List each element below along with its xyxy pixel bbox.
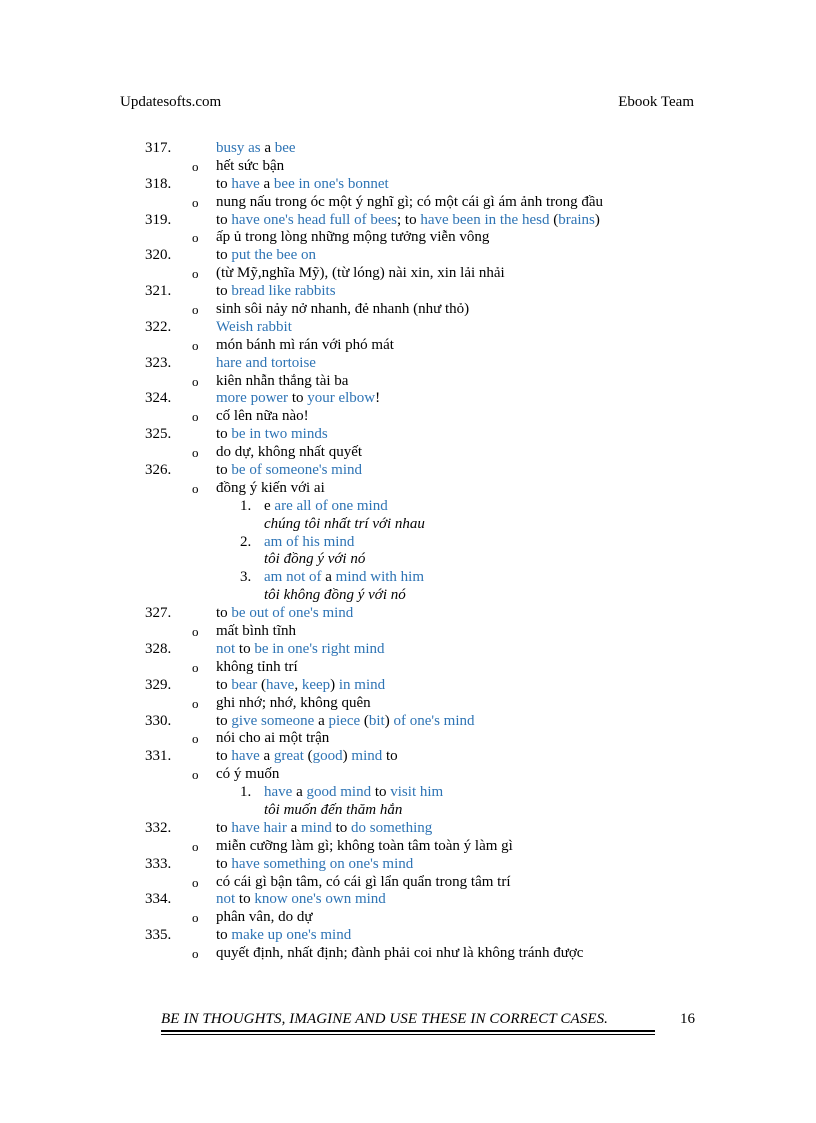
meaning-text <box>216 194 603 212</box>
entry-number: 325. <box>145 426 172 443</box>
entry-row <box>0 927 816 945</box>
translation-row <box>0 516 816 534</box>
idiom-text <box>216 856 413 874</box>
highlighted-phrase: your elbow <box>307 390 376 407</box>
highlighted-phrase: great <box>273 748 304 765</box>
entry-number: 333. <box>145 855 172 872</box>
entry-row <box>0 319 816 337</box>
plain-text: ) <box>384 712 394 729</box>
highlighted-phrase: not <box>216 640 236 657</box>
entry-number: 318. <box>145 175 172 192</box>
meaning-text <box>216 408 309 426</box>
idiom-text <box>216 140 296 158</box>
highlighted-phrase: bee <box>274 140 296 156</box>
plain-text: miễn cưỡng làm gì; không toàn tâm toàn ý làm gì <box>216 837 513 854</box>
entry-number: 320. <box>145 247 172 264</box>
meaning-text <box>216 838 513 856</box>
meaning-text <box>216 265 505 283</box>
idiom-text <box>216 462 362 480</box>
circle-bullet-icon: o <box>192 373 199 389</box>
entry-number: 331. <box>145 748 172 765</box>
meaning-row <box>0 480 816 498</box>
plain-text: ghi nhớ; nhớ, không quên <box>216 694 371 711</box>
plain-text: e <box>264 497 275 514</box>
highlighted-phrase: be of someone's mind <box>231 462 363 479</box>
example-number: 2. <box>240 533 252 550</box>
meaning-row <box>0 444 816 462</box>
highlighted-phrase: mind <box>351 748 383 765</box>
entry-row <box>0 426 816 444</box>
highlighted-phrase: bee in one's bonnet <box>273 175 389 192</box>
highlighted-phrase: am not of <box>264 569 322 586</box>
meaning-text <box>216 444 362 462</box>
meaning-row <box>0 909 816 927</box>
highlighted-phrase: have been in the hesd <box>420 211 550 228</box>
idiom-text <box>216 247 316 265</box>
plain-text: to <box>216 283 232 300</box>
meaning-row <box>0 659 816 677</box>
meaning-text <box>216 480 325 498</box>
entry-row <box>0 748 816 766</box>
entry-row <box>0 820 816 838</box>
plain-text: món bánh mì rán với phó mát <box>216 336 394 353</box>
meaning-text <box>216 229 489 247</box>
plain-text: tôi muốn đến thăm hắn <box>264 801 403 818</box>
plain-text: phân vân, do dự <box>216 909 313 926</box>
entry-number: 322. <box>145 318 172 335</box>
plain-text: to <box>216 748 232 765</box>
highlighted-phrase: bread like rabbits <box>231 283 336 300</box>
plain-text: ) <box>342 748 352 765</box>
circle-bullet-icon: o <box>192 230 199 246</box>
entry-row <box>0 641 816 659</box>
meaning-row <box>0 874 816 892</box>
meaning-text <box>216 874 511 892</box>
plain-text: a <box>321 569 336 586</box>
meaning-row <box>0 766 816 784</box>
plain-text: to <box>235 891 255 908</box>
plain-text: có ý muốn <box>216 766 280 783</box>
highlighted-phrase: have <box>231 175 260 192</box>
translation-text <box>264 587 406 605</box>
meaning-text <box>216 373 348 391</box>
plain-text: do dự, không nhất quyết <box>216 444 363 461</box>
meaning-row <box>0 945 816 963</box>
entry-number: 330. <box>145 712 172 729</box>
meaning-text <box>216 909 312 927</box>
highlighted-phrase: have one's head full of bees <box>231 211 397 228</box>
meaning-row <box>0 301 816 319</box>
idiom-text <box>216 748 398 766</box>
plain-text: ( <box>360 712 369 729</box>
idiom-text <box>216 927 351 945</box>
plain-text: sinh sôi nảy nở nhanh, đẻ nhanh (như thỏ) <box>216 301 470 318</box>
translation-text <box>264 516 425 534</box>
example-number: 3. <box>240 569 252 586</box>
plain-text: to <box>216 462 232 479</box>
plain-text: to <box>216 676 232 693</box>
circle-bullet-icon: o <box>192 838 199 854</box>
highlighted-phrase: good <box>312 748 343 765</box>
idiom-text <box>216 426 328 444</box>
idiom-text <box>216 355 316 373</box>
plain-text: ) <box>594 211 600 228</box>
entry-row <box>0 176 816 194</box>
example-row <box>0 569 816 587</box>
plain-text: hết sức bận <box>216 157 285 174</box>
translation-text <box>264 802 402 820</box>
highlighted-phrase: visit him <box>390 784 444 801</box>
entry-row <box>0 247 816 265</box>
idiom-text <box>216 176 389 194</box>
meaning-row <box>0 373 816 391</box>
circle-bullet-icon: o <box>192 624 199 640</box>
circle-bullet-icon: o <box>192 480 199 496</box>
idiom-text <box>216 820 432 838</box>
translation-text <box>264 551 365 569</box>
circle-bullet-icon: o <box>192 445 199 461</box>
highlighted-phrase: have hair <box>231 819 287 836</box>
plain-text: ! <box>375 390 381 407</box>
highlighted-phrase: busy as <box>216 140 261 156</box>
highlighted-phrase: bit <box>368 712 385 729</box>
highlighted-phrase: have <box>265 676 295 693</box>
example-number: 1. <box>240 497 252 514</box>
plain-text: ; to <box>396 211 421 228</box>
circle-bullet-icon: o <box>192 731 199 747</box>
plain-text: chúng tôi nhất trí với nhau <box>264 515 425 532</box>
entry-row <box>0 713 816 731</box>
meaning-text <box>216 337 394 355</box>
entry-number: 321. <box>145 283 172 300</box>
highlighted-phrase: hare and tortoise <box>216 354 316 371</box>
plain-text: không tỉnh trí <box>216 658 298 675</box>
circle-bullet-icon: o <box>192 695 199 711</box>
plain-text: to <box>216 855 232 872</box>
meaning-row <box>0 265 816 283</box>
plain-text: kiên nhẫn thắng tài ba <box>216 372 349 389</box>
highlighted-phrase: make up one's mind <box>231 927 352 944</box>
meaning-row <box>0 623 816 641</box>
highlighted-phrase: good mind <box>306 784 372 801</box>
entry-number: 328. <box>145 640 172 657</box>
circle-bullet-icon: o <box>192 946 199 962</box>
example-row <box>0 784 816 802</box>
idiom-text <box>216 390 380 408</box>
plain-text: a <box>292 784 307 801</box>
idiom-text <box>216 891 386 909</box>
example-text <box>264 784 443 802</box>
circle-bullet-icon: o <box>192 910 199 926</box>
idiom-list <box>0 140 816 963</box>
highlighted-phrase: be in one's right mind <box>254 640 385 657</box>
highlighted-phrase: know one's own mind <box>254 891 386 908</box>
meaning-text <box>216 623 296 641</box>
idiom-text <box>216 641 385 659</box>
plain-text: tôi đồng ý với nó <box>264 551 366 568</box>
highlighted-phrase: mind with him <box>335 569 425 586</box>
meaning-text <box>216 301 469 319</box>
highlighted-phrase: give someone <box>231 712 315 729</box>
idiom-text <box>216 319 292 337</box>
circle-bullet-icon: o <box>192 194 199 210</box>
plain-text: , <box>294 676 302 693</box>
highlighted-phrase: of one's mind <box>393 712 475 729</box>
example-text <box>264 498 388 516</box>
circle-bullet-icon: o <box>192 302 199 318</box>
plain-text: nói cho ai một trận <box>216 730 330 747</box>
example-row <box>0 498 816 516</box>
translation-row <box>0 551 816 569</box>
meaning-text <box>216 695 371 713</box>
page-number: 16 <box>680 1011 695 1027</box>
meaning-row <box>0 337 816 355</box>
plain-text: ( <box>549 211 559 228</box>
meaning-text <box>216 730 329 748</box>
plain-text: đồng ý kiến với ai <box>216 479 325 496</box>
circle-bullet-icon: o <box>192 767 199 783</box>
plain-text: cố lên nữa nào! <box>216 408 309 425</box>
idiom-text <box>216 283 336 301</box>
highlighted-phrase: have something on one's mind <box>231 855 414 872</box>
highlighted-phrase: do something <box>351 819 433 836</box>
idiom-text <box>216 605 353 623</box>
entry-row <box>0 355 816 373</box>
highlighted-phrase: put the bee on <box>231 247 316 264</box>
plain-text: to <box>216 211 232 228</box>
circle-bullet-icon: o <box>192 874 199 890</box>
meaning-text <box>216 945 583 963</box>
entry-row <box>0 390 816 408</box>
plain-text: to <box>216 712 232 729</box>
plain-text: ấp ủ trong lòng những mộng tưởng viễn vông <box>216 229 490 246</box>
idiom-text <box>216 713 475 731</box>
highlighted-phrase: have <box>264 784 293 801</box>
meaning-row <box>0 408 816 426</box>
meaning-text <box>216 158 284 176</box>
highlighted-phrase: piece <box>328 712 361 729</box>
plain-text: a <box>260 140 275 156</box>
meaning-row <box>0 194 816 212</box>
example-text <box>264 534 354 552</box>
entry-row <box>0 140 816 158</box>
plain-text: to <box>216 175 232 192</box>
plain-text: to <box>216 426 232 443</box>
circle-bullet-icon: o <box>192 409 199 425</box>
plain-text: to <box>331 819 351 836</box>
meaning-row <box>0 730 816 748</box>
entry-row <box>0 891 816 909</box>
entry-number: 327. <box>145 605 172 622</box>
header-team: Ebook Team <box>618 94 694 110</box>
highlighted-phrase: am of his mind <box>264 533 355 550</box>
highlighted-phrase: brains <box>558 211 595 228</box>
entry-number: 323. <box>145 354 172 371</box>
plain-text: tôi không đồng ý với nó <box>264 587 406 604</box>
highlighted-phrase: Weish rabbit <box>216 318 292 335</box>
plain-text: mất bình tĩnh <box>216 623 296 640</box>
idiom-text <box>216 212 600 230</box>
plain-text: to <box>371 784 391 801</box>
meaning-text <box>216 766 279 784</box>
entry-number: 329. <box>145 676 172 693</box>
entry-row <box>0 856 816 874</box>
highlighted-phrase: have <box>231 748 260 765</box>
plain-text: to <box>288 390 308 407</box>
plain-text: a <box>259 175 274 192</box>
circle-bullet-icon: o <box>192 337 199 353</box>
entry-row <box>0 605 816 623</box>
highlighted-phrase: mind <box>300 819 332 836</box>
translation-row <box>0 802 816 820</box>
entry-number: 335. <box>145 927 172 944</box>
highlighted-phrase: in mind <box>338 676 386 693</box>
header-site: Updatesofts.com <box>120 94 222 110</box>
meaning-row <box>0 158 816 176</box>
example-row <box>0 534 816 552</box>
meaning-row <box>0 229 816 247</box>
entry-row <box>0 283 816 301</box>
plain-text: có cái gì bận tâm, có cái gì lẩn quẩn trong tâm trí <box>216 873 511 890</box>
highlighted-phrase: bear <box>231 676 258 693</box>
highlighted-phrase: keep <box>301 676 331 693</box>
meaning-text <box>216 659 298 677</box>
highlighted-phrase: are all of one mind <box>274 497 388 514</box>
entry-number: 332. <box>145 819 172 836</box>
footer-motto: BE IN THOUGHTS, IMAGINE AND USE THESE IN CORRECT CASES. <box>161 1011 609 1027</box>
plain-text: a <box>259 748 274 765</box>
meaning-row <box>0 838 816 856</box>
idiom-text <box>216 677 385 695</box>
highlighted-phrase: be in two minds <box>231 426 328 443</box>
translation-row <box>0 587 816 605</box>
plain-text: (từ Mỹ,nghĩa Mỹ), (từ lóng) nài xin, xin lải nhải <box>216 265 505 282</box>
plain-text: ( <box>303 748 313 765</box>
entry-number: 324. <box>145 390 172 407</box>
entry-row <box>0 677 816 695</box>
highlighted-phrase: not <box>216 891 236 908</box>
example-number: 1. <box>240 784 252 801</box>
circle-bullet-icon: o <box>192 266 199 282</box>
plain-text: a <box>286 819 301 836</box>
plain-text: to <box>216 247 232 264</box>
circle-bullet-icon: o <box>192 659 199 675</box>
plain-text: to <box>216 819 232 836</box>
meaning-row <box>0 695 816 713</box>
entry-row <box>0 212 816 230</box>
entry-number: 317. <box>145 140 172 156</box>
plain-text: nung nấu trong óc một ý nghĩ gì; có một cái gì ám ảnh trong đầu <box>216 193 604 210</box>
highlighted-phrase: be out of one's mind <box>231 605 354 622</box>
entry-number: 334. <box>145 891 172 908</box>
plain-text: to <box>382 748 398 765</box>
plain-text: to <box>216 927 232 944</box>
plain-text: to <box>235 640 255 657</box>
highlighted-phrase: more power <box>216 390 289 407</box>
footer-rule <box>161 1034 655 1035</box>
plain-text: to <box>216 605 232 622</box>
footer-rule <box>161 1030 655 1032</box>
entry-number: 326. <box>145 462 172 479</box>
entry-number: 319. <box>145 211 172 228</box>
circle-bullet-icon: o <box>192 158 199 174</box>
plain-text: a <box>314 712 329 729</box>
plain-text: ) <box>330 676 339 693</box>
plain-text: quyết định, nhất định; đành phải coi như là không tránh được <box>216 945 584 962</box>
plain-text: ( <box>257 676 266 693</box>
entry-row <box>0 462 816 480</box>
example-text <box>264 569 424 587</box>
